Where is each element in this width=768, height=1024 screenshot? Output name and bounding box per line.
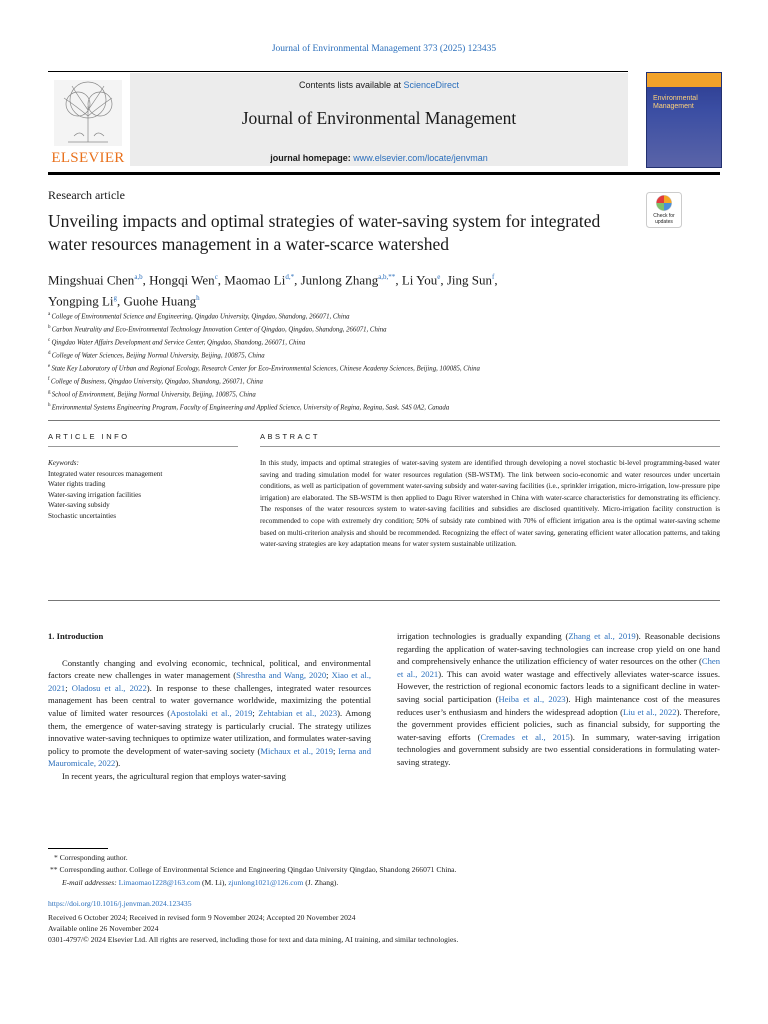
affiliation-item: $^a$ College of Environmental Science and Engineering, Qingdao University, Qingdao, Shandong, 266071, China <box>48 312 350 321</box>
citation-link[interactable]: Zhang et al., 2019 <box>568 631 636 641</box>
doi-link[interactable]: https://doi.org/10.1016/j.jenvman.2024.123435 <box>48 899 192 908</box>
section-heading: 1. Introduction <box>48 631 104 641</box>
cover-band <box>647 73 721 87</box>
body-column-right <box>397 630 720 769</box>
affiliation-item: $^f$ College of Business, Qingdao University, Qingdao, Shandong, 266071, China <box>48 377 263 386</box>
citation-link[interactable]: Heiba et al., 2023 <box>498 693 566 704</box>
keywords-block <box>48 458 248 521</box>
affiliation-item: $^e$ State Key Laboratory of Urban and Regional Ecology, Research Center for Eco-Environmental Sciences, Chinese Academy Sciences, Beijing, 100085, China <box>48 364 480 373</box>
author-name[interactable]: Mingshuai Chen <box>48 272 135 288</box>
affiliation-key: f <box>48 377 51 383</box>
email-line <box>48 877 720 889</box>
citation-link[interactable]: Ierna and Mauromicale, 2022 <box>48 745 371 769</box>
keyword-item[interactable]: Integrated water resources management <box>48 469 163 478</box>
cover-title: Environmental Management <box>653 95 698 110</box>
keywords-list <box>48 469 248 522</box>
available-online: Available online 26 November 2024 <box>48 924 159 934</box>
homepage-link[interactable]: www.elsevier.com/locate/jenvman <box>353 153 488 163</box>
divider <box>48 420 720 421</box>
email-owner-zhang: (J. Zhang). <box>303 877 339 887</box>
citation-link[interactable]: Chen et al., 2021 <box>397 656 720 679</box>
author-name[interactable]: Li You <box>401 272 438 288</box>
citation-link[interactable]: Zehtabian et al., 2023 <box>258 707 338 718</box>
affiliation-item: $^h$ Environmental Systems Engineering Program, Faculty of Engineering and Applied Science, University of Regina, Regina, Sask. S4S 0A2, Canada <box>48 403 450 412</box>
citation-link[interactable]: Xiao et al., 2021 <box>48 670 372 693</box>
header-top-rule <box>48 71 628 72</box>
email-link-li[interactable]: Limaomao1228@163.com <box>118 877 201 887</box>
author-name[interactable]: Yongping Li <box>48 293 114 309</box>
header-bottom-rule <box>48 172 720 175</box>
paragraph-continued: irrigation technologies is gradually expanding (Zhang et al., 2019). Reasonable decisions regarding the application of water-saving technologies can increase crop yield on one hand and comprehensively enhance the utilization efficiency of water resources on the other (Chen et al., 2021). This can avoid water wastage and effectively alleviates water-scarce issues. However, the restriction of regional economic factors leads to a significant decline in water-saving social participation (Heiba et al., 2023). High maintenance cost of the measures reduces user’s enthusiasm and hinders the widespread adoption (Liu et al., 2022). Therefore, the government provides efficient policies, such as financial subsidy, for supporting the water-saving efforts (Cremades et al., 2015). In summary, water-saving irrigation technologies and government subsidy are two essential considerations in formulating water-saving strategy. <box>397 631 720 767</box>
author-name[interactable]: Jing Sun <box>446 272 492 288</box>
author-affiliation-marker[interactable]: a,b <box>134 273 143 281</box>
citation-link[interactable]: Liu et al., 2022 <box>623 706 677 717</box>
affiliation-key: b <box>48 325 52 331</box>
affiliation-key: a <box>48 312 52 317</box>
corresponding-author-2: ** Corresponding author. College of Environmental Science and Engineering Qingdao University Qingdao, Shandong 266071 China. <box>50 865 457 875</box>
paragraph <box>48 770 371 783</box>
affiliation-list <box>48 310 728 415</box>
received-dates: Received 6 October 2024; Received in revised form 9 November 2024; Accepted 20 November 2024 <box>48 913 356 922</box>
abstract-text: In this study, impacts and optimal strategies of water-saving system are identified through developing a novel stochastic bi-level programming-based water saving and trading simulation model for water resources regulation (SB-WSTM). The link between socio-economic and water resources under uncertain conditions, as well as participation of government water-saving subsidy and water-saving facilities (i.e., sprinkler irrigation, micro-irrigation, low-pressure pipe irrigation) are elaborated. The SB-WSTM is then applied to Dagu River watershed in China with water-scarce characteristics for demonstrating its efficiency. The responses of the water resources system to water-saving facilities and subsidies are disclosed quantitively. Micro-irrigation facility construction is recommended to cope with extremely dry condition; 50% of subsidy rate combined with 70% of efficient irrigation area is the optimal water-saving scheme based on multi-criterion analysis and should be recommended. Recognizing the effect of water saving, generating efficient water allocation patterns, and taking water-saving strategies are key adaptation means for water system sustainable utilization. <box>260 459 720 549</box>
footnotes <box>48 852 720 889</box>
publisher-wordmark: ELSEVIER <box>51 150 125 166</box>
divider <box>260 446 720 447</box>
paragraph-start: In recent years, the agricultural region that employs water-saving <box>62 770 286 781</box>
publication-history <box>48 912 720 946</box>
journal-title: Journal of Environmental Management <box>241 108 517 128</box>
paragraph: Constantly changing and evolving economic, technical, political, and environmental factors create new challenges in water management (Shrestha and Wang, 2020; Xiao et al., 2021; Oladosu et al., 2022). In response to these challenges, integrated water resources management has been central to water governance worldwide, maximizing the potential value of limited water resources (Apostolaki et al., 2019; Zehtabian et al., 2023). Among them, the emergence of water-saving strategy is particularly crucial. The strategy utilizes innovative water-saving techniques to optimize water utilization, and formulates water-saving policy to promote the development of water-saving society (Michaux et al., 2019; Ierna and Mauromicale, 2022). <box>48 657 372 769</box>
affiliation-item: $^b$ Carbon Neutrality and Eco-Environmental Technology Innovation Center of Qingdao, Qingdao, Shandong, 266071, China <box>48 325 387 334</box>
contents-line <box>130 80 628 90</box>
citation-link[interactable]: Oladosu et al., 2022 <box>71 682 147 693</box>
divider <box>48 446 238 447</box>
email-label: E-mail addresses: <box>62 877 119 887</box>
affiliation-key: d <box>48 351 52 357</box>
citation-link[interactable]: Michaux et al., 2019 <box>260 745 334 756</box>
citation-link[interactable]: Shrestha and Wang, 2020 <box>236 670 327 681</box>
corresponding-author-1: * Corresponding author. <box>54 853 128 862</box>
contents-prefix: Contents lists available at <box>298 80 404 90</box>
footnote-rule <box>48 848 108 849</box>
abstract-heading: ABSTRACT <box>260 432 321 441</box>
author-affiliation-marker[interactable]: f <box>492 273 495 281</box>
keywords-label: Keywords: <box>48 459 79 467</box>
divider <box>48 600 720 601</box>
affiliation-item: $^g$ School of Environment, Beijing Normal University, Beijing, 100875, China <box>48 390 256 399</box>
affiliation-key: h <box>48 403 52 409</box>
affiliation-key: c <box>48 338 52 344</box>
homepage-line <box>130 153 628 163</box>
keyword-item[interactable]: Water-saving subsidy <box>48 501 110 509</box>
keyword-item[interactable]: Water-saving irrigation facilities <box>48 490 142 499</box>
journal-citation-line[interactable]: Journal of Environmental Management 373 (2025) 123435 <box>271 44 497 54</box>
author-affiliation-marker[interactable]: h <box>196 294 200 303</box>
article-title: Unveiling impacts and optimal strategies of water-saving system for integrated water resources management in a water-scarce watershed <box>48 211 601 254</box>
author-affiliation-marker[interactable]: a,b,** <box>378 273 396 281</box>
author-affiliation-marker[interactable]: e <box>437 273 441 281</box>
author-name[interactable]: Junlong Zhang <box>300 272 379 288</box>
body-column-left <box>48 630 371 783</box>
email-owner-li: (M. Li), <box>200 877 229 887</box>
affiliation-item: $^d$ College of Water Sciences, Beijing Normal University, Beijing, 100875, China <box>48 351 265 360</box>
author-list: Mingshuai Chen$^{a,b}$, Hongqi Wen$^c$, Maomao $Li^{d,*}$, Junlong Zhang$^{a,b,**}$, Li You$^e$, Jing Sun$^f$, Yongping Li$^g$, Guohe Huang$^h$ <box>48 272 498 309</box>
author-name[interactable]: Guohe Huang <box>123 293 197 309</box>
author-name[interactable]: Maomao Li <box>224 272 286 288</box>
citation-link[interactable]: Cremades et al., 2015 <box>480 731 570 742</box>
homepage-label: journal homepage: <box>270 153 354 163</box>
sciencedirect-link[interactable]: ScienceDirect <box>403 80 460 90</box>
keyword-item[interactable]: Stochastic uncertainties <box>48 511 117 520</box>
email-link-zhang[interactable]: zjunlong1021@126.com <box>228 877 304 887</box>
author-name[interactable]: Hongqi Wen <box>149 272 215 288</box>
check-for-updates-label: Check for updates <box>653 213 675 225</box>
affiliation-key: g <box>48 390 52 396</box>
author-affiliation-marker[interactable]: g <box>113 294 118 303</box>
article-type: Research article <box>48 188 125 202</box>
copyright: 0301-4797/© 2024 Elsevier Ltd. All rights are reserved, including those for text and data mining, AI training, and similar technologies. <box>48 935 459 945</box>
article-info-heading: ARTICLE INFO <box>48 432 130 441</box>
citation-link[interactable]: Apostolaki et al., 2019 <box>170 707 253 718</box>
keyword-item[interactable]: Water rights trading <box>48 480 106 488</box>
affiliation-key: e <box>48 364 52 370</box>
journal-cover-thumbnail[interactable] <box>646 72 722 168</box>
author-affiliation-marker[interactable]: d,* <box>285 273 295 281</box>
affiliation-item: $^c$ Qingdao Water Affairs Development and Service Center, Qingdao, Shandong, 266071, China <box>48 338 306 347</box>
author-affiliation-marker[interactable]: c <box>214 273 218 281</box>
